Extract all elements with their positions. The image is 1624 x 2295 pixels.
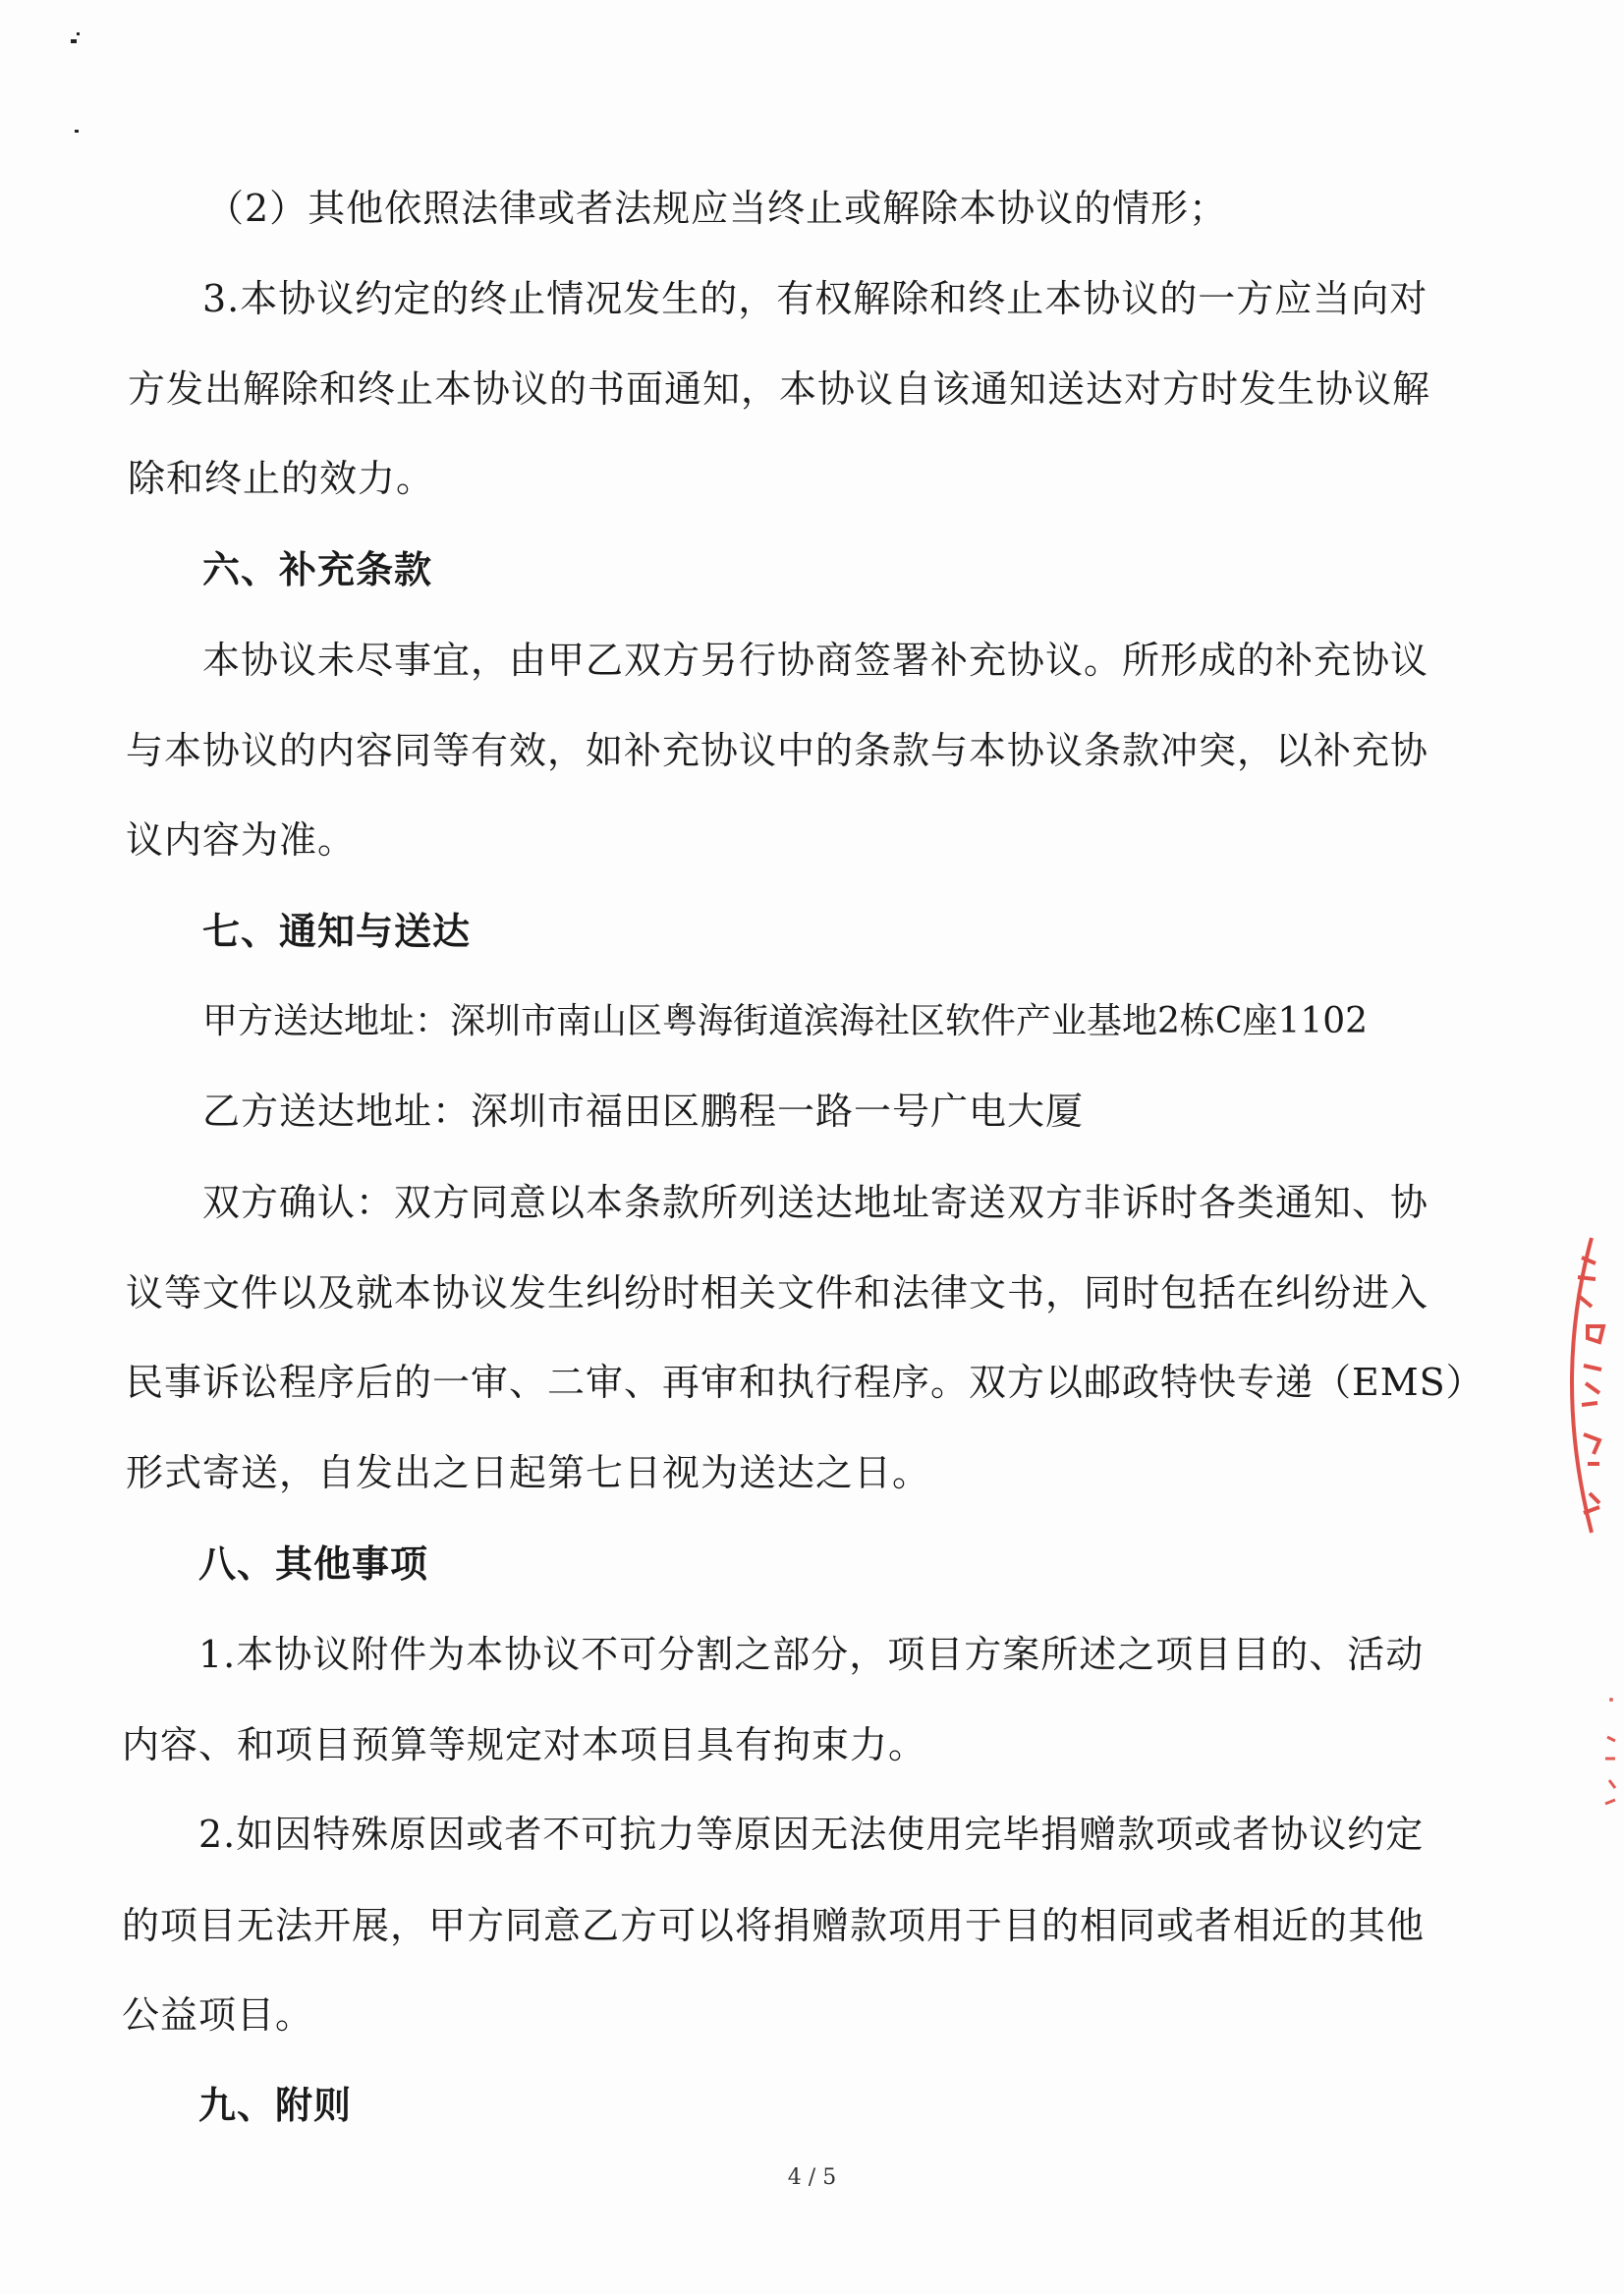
scan-mark bbox=[77, 32, 80, 35]
clause-line: 议等文件以及就本协议发生纠纷时相关文件和法律文书，同时包括在纠纷进入 bbox=[126, 1271, 1429, 1315]
section-heading: 九、附则 bbox=[198, 2083, 353, 2127]
clause-line: 形式寄送，自发出之日起第七日视为送达之日。 bbox=[126, 1451, 931, 1494]
clause-line: 民事诉讼程序后的一审、二审、再审和执行程序。双方以邮政特快专递（EMS） bbox=[126, 1361, 1484, 1404]
section-heading: 六、补充条款 bbox=[202, 547, 433, 591]
scan-mark bbox=[75, 130, 79, 133]
section-heading: 八、其他事项 bbox=[198, 1541, 429, 1586]
address-line-party-b: 乙方送达地址：深圳市福田区鹏程一路一号广电大厦 bbox=[202, 1090, 1085, 1133]
clause-line: 除和终止的效力。 bbox=[128, 457, 435, 500]
clause-line: 3.本协议约定的终止情况发生的，有权解除和终止本协议的一方应当向对 bbox=[202, 277, 1428, 320]
clause-line: 1.本协议附件为本协议不可分割之部分，项目方案所述之项目目的、活动 bbox=[198, 1633, 1425, 1676]
clause-line: 与本协议的内容同等有效，如补充协议中的条款与本协议条款冲突，以补充协 bbox=[126, 729, 1429, 772]
clause-line: 方发出解除和终止本协议的书面通知，本协议自该通知送达对方时发生协议解 bbox=[128, 367, 1431, 411]
clause-line: 内容、和项目预算等规定对本项目具有拘束力。 bbox=[122, 1723, 927, 1766]
clause-line: 双方确认：双方同意以本条款所列送达地址寄送双方非诉时各类通知、协 bbox=[202, 1181, 1429, 1224]
section-heading: 七、通知与送达 bbox=[202, 909, 472, 953]
clause-line: 议内容为准。 bbox=[126, 818, 357, 862]
page-number: 4 / 5 bbox=[787, 2165, 837, 2190]
clause-line: （2）其他依照法律或者法规应当终止或解除本协议的情形； bbox=[206, 187, 1228, 230]
seal-fragment-icon bbox=[1601, 1729, 1621, 1818]
seal-stamp-icon bbox=[1562, 1218, 1624, 1542]
address-line-party-a: 甲方送达地址：深圳市南山区粤海街道滨海社区软件产业基地2栋C座1102 bbox=[202, 1001, 1369, 1041]
clause-line: 本协议未尽事宜，由甲乙双方另行协商签署补充协议。所形成的补充协议 bbox=[202, 639, 1429, 682]
clause-line: 2.如因特殊原因或者不可抗力等原因无法使用完毕捐赠款项或者协议约定 bbox=[198, 1813, 1425, 1856]
scan-mark bbox=[71, 39, 77, 43]
clause-line: 的项目无法开展，甲方同意乙方可以将捐赠款项用于目的相同或者相近的其他 bbox=[122, 1904, 1426, 1947]
clause-line: 公益项目。 bbox=[122, 1993, 314, 2037]
